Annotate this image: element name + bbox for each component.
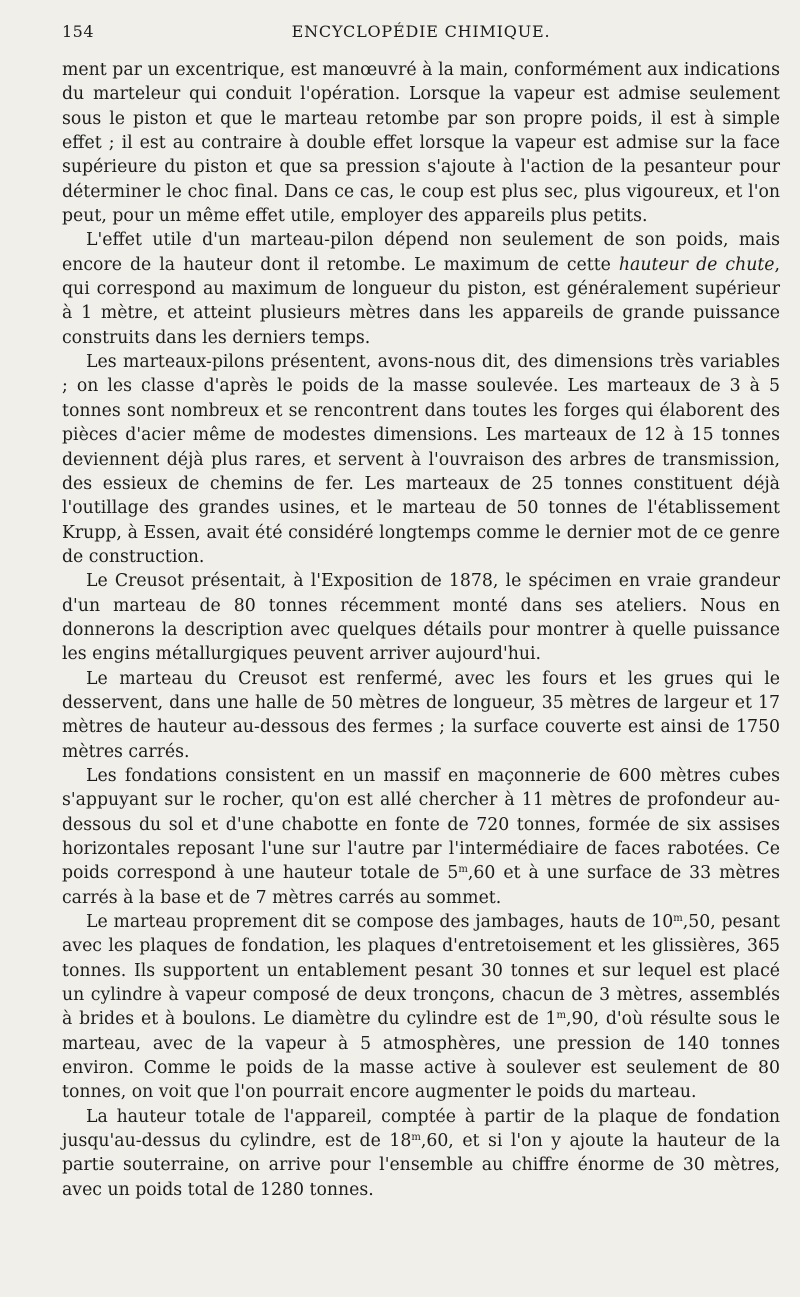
body-text (62, 58, 780, 1202)
unit-superscript: m (458, 864, 468, 876)
unit-superscript: m (556, 1010, 567, 1022)
running-title: ENCYCLOPÉDIE CHIMIQUE. (291, 22, 551, 41)
paragraph-5: Le marteau du Creusot est renfermé, avec les fours et les grues qui le desservent, dans une halle de 50 mètres de longueur, 35 mètres de largeur et 17 mètres de hauteur au-dessous des fermes ; la surface couverte est ainsi de 1750 mètres carrés. (62, 668, 780, 762)
paragraph-8: La hauteur totale de l'appareil, comptée à partir de la plaque de fondation jusqu'au-dessus du cylindre, est de 18$^m$,60, et si l'on y ajoute la hauteur de la partie souterraine, on arrive pour l'ensemble au chiffre énorme de 30 mètres, avec un poids total de 1280 tonnes. (62, 1106, 780, 1200)
unit-superscript: m (411, 1132, 421, 1144)
page-header (62, 22, 780, 46)
unit-superscript: m (673, 913, 683, 925)
paragraph-4: Le Creusot présentait, à l'Exposition de 1878, le spécimen en vraie grandeur d'un marteau de 80 tonnes récemment monté dans ses ateliers. Nous en donnerons la description avec quelques détails pour montrer à quelle puissance les engins métallurgiques peuvent arriver aujourd'hui. (62, 571, 780, 665)
paragraph-2: L'effet utile d'un marteau-pilon dépend non seulement de son poids, mais encore de la hauteur dont il retombe. Le maximum de cette hauteur de chute, qui correspond au maximum de longueur du piston, est généralement supérieur à 1 mètre, et atteint plusieurs mètres dans les appareils de grande puissance construits dans les derniers temps. (62, 230, 780, 348)
paragraph-1: ment par un excentrique, est manœuvré à la main, conformément aux indications du marteleur qui conduit l'opération. Lorsque la vapeur est admise seulement sous le piston et que le marteau retombe par son propre poids, il est à simple effet ; il est au contraire à double effet lorsque la vapeur est admise sur la face supérieure du piston et que sa pression s'ajoute à l'action de la pesanteur pour déterminer le choc final. Dans ce cas, le coup est plus sec, plus vigoureux, et l'on peut, pour un même effet utile, employer des appareils plus petits. (62, 60, 780, 227)
paragraph-6: Les fondations consistent en un massif en maçonnerie de 600 mètres cubes s'appuyant sur le rocher, qu'on est allé chercher à 11 mètres de profondeur au-dessous du sol et d'une chabotte en fonte de 720 tonnes, formée de six assises horizontales reposant l'une sur l'autre par l'intermédiaire de faces rabotées. Ce poids correspond à une hauteur totale de 5$^m$,60 et à une surface de 33 mètres carrés à la base et de 7 mètres carrés au sommet. (62, 765, 780, 908)
page-number: 154 (62, 22, 95, 41)
paragraph-3: Les marteaux-pilons présentent, avons-nous dit, des dimensions très variables ; on les classe d'après le poids de la masse soulevée. Les marteaux de 3 à 5 tonnes sont nombreux et se rencontrent dans toutes les forges qui élaborent des pièces d'acier même de modestes dimensions. Les marteaux de 12 à 15 tonnes deviennent déjà plus rares, et servent à l'ouvraison des arbres de transmission, des essieux de chemins de fer. Les marteaux de 25 tonnes constituent déjà l'outillage des grandes usines, et le marteau de 50 tonnes de l'établissement Krupp, à Essen, avait été considéré longtemps comme le dernier mot de ce genre de construction. (62, 352, 780, 567)
italic-term: hauteur de chute (618, 254, 775, 275)
paragraph-7: Le marteau proprement dit se compose des jambages, hauts de 10$^m$,50, pesant avec les plaques de fondation, les plaques d'entretoisement et les glissières, 365 tonnes. Ils supportent un entablement pesant 30 tonnes et sur lequel est placé un cylindre à vapeur composé de deux tronçons, chacun de 3 mètres, assemblés à brides et à boulons. Le diamètre du cylindre est de 1$^m$,90, d'où résulte sous le marteau, avec de la vapeur à 5 atmosphères, une pression de 140 tonnes environ. Comme le poids de la masse active à soulever est seulement de 80 tonnes, on voit que l'on pourrait encore augmenter le poids du marteau. (62, 912, 780, 1103)
